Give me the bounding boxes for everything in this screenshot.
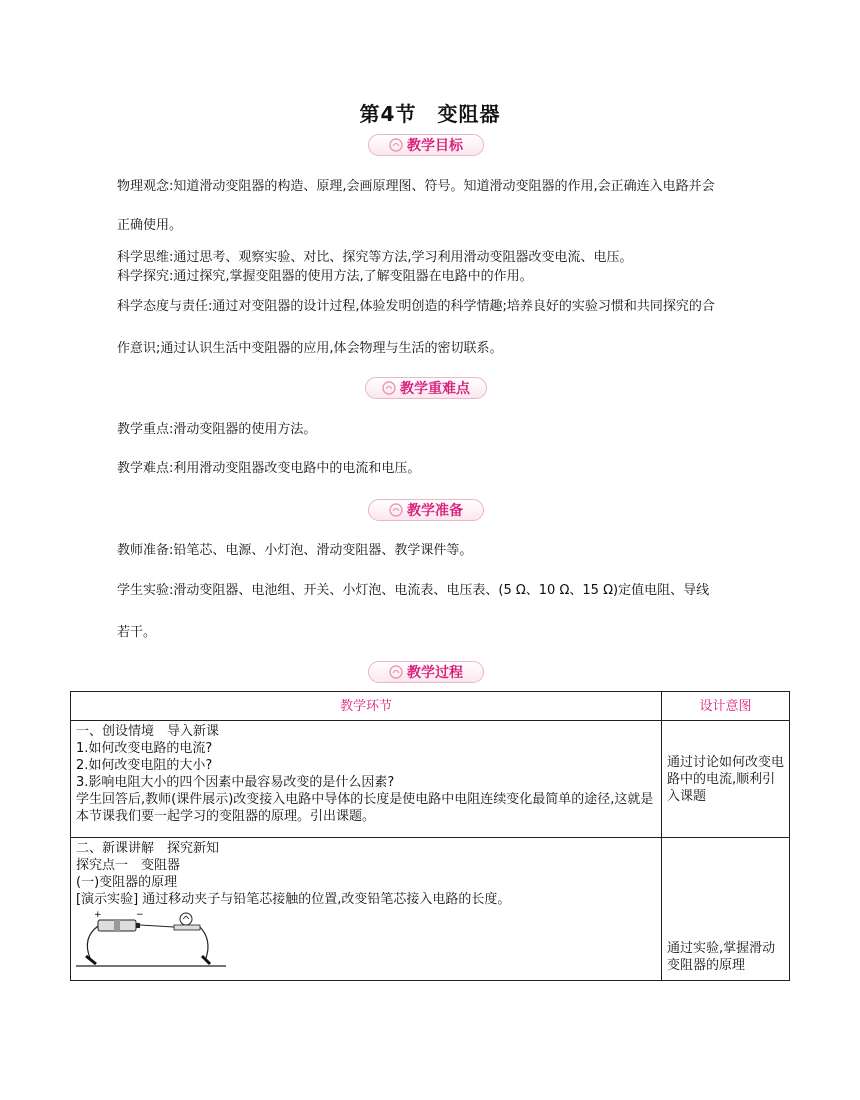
- clip-icon: [86, 956, 210, 964]
- question-item: 3.影响电阻大小的四个因素中最容易改变的是什么因素?: [76, 775, 395, 790]
- intent-cell: 通过讨论如何改变电路中的电流,顺利引入课题: [662, 721, 790, 838]
- teacher-preparation: 教师准备:铅笔芯、电源、小灯泡、滑动变阻器、教学课件等。: [117, 543, 473, 558]
- difficult-point: 教学难点:利用滑动变阻器改变电路中的电流和电压。: [117, 461, 421, 476]
- subsection-title: (一)变阻器的原理: [76, 875, 178, 890]
- row-heading: 二、新课讲解 探究新知: [76, 841, 220, 856]
- row-heading: 一、创设情境 导入新课: [76, 724, 220, 739]
- step-cell: [71, 721, 662, 838]
- section-banner-goals: [368, 134, 484, 156]
- teacher-explanation: 学生回答后,教师(课件展示)改变接入电路中导体的长度是使电路中电阻连续变化最简单的途径,这就是本节课我们要一起学习的变阻器的原理。引出课题。: [76, 792, 654, 824]
- goal-thinking: 科学思维:通过思考、观察实验、对比、探究等方法,学习利用滑动变阻器改变电流、电压。: [117, 250, 633, 265]
- page-title: 第4节 变阻器: [359, 102, 501, 126]
- goal-physics-line1: 物理观念:知道滑动变阻器的构造、原理,会画原理图、符号。知道滑动变阻器的作用,会正确连入电路并会: [117, 179, 715, 194]
- question-item: 1.如何改变电路的电流?: [76, 741, 213, 756]
- table-row: [71, 721, 790, 838]
- demo-experiment: [演示实验] 通过移动夹子与铅笔芯接触的位置,改变铅笔芯接入电路的长度。: [76, 892, 511, 907]
- section-banner-process: [368, 661, 484, 683]
- section-banner-key-points: [365, 377, 487, 399]
- goal-attitude-line1: 科学态度与责任:通过对变阻器的设计过程,体验发明创造的科学情趣;培养良好的实验习惯和共同探究的合: [117, 299, 715, 314]
- section-title: 教学重难点: [400, 381, 470, 397]
- lamp-icon: [174, 913, 200, 930]
- student-experiment-line2: 若干。: [117, 625, 157, 640]
- goal-inquiry: 科学探究:通过探究,掌握变阻器的使用方法,了解变阻器在电路中的作用。: [117, 269, 533, 284]
- question-item: 2.如何改变电阻的大小?: [76, 758, 213, 773]
- positive-terminal-label: +: [94, 910, 102, 920]
- swirl-icon: [389, 665, 403, 679]
- swirl-icon: [382, 381, 396, 395]
- step-cell: [71, 838, 662, 981]
- swirl-icon: [389, 138, 403, 152]
- table-header-row: [71, 692, 790, 721]
- goal-attitude-line2: 作意识;通过认识生活中变阻器的应用,体会物理与生活的密切联系。: [117, 341, 503, 356]
- section-title: 教学过程: [407, 665, 463, 681]
- goal-physics-line2: 正确使用。: [117, 218, 183, 233]
- section-banner-preparation: [368, 499, 484, 521]
- section-title: 教学准备: [407, 503, 463, 519]
- key-point: 教学重点:滑动变阻器的使用方法。: [117, 422, 317, 437]
- battery-icon: [98, 920, 140, 931]
- table-row: [71, 838, 790, 981]
- teaching-process-table: [70, 691, 790, 981]
- swirl-icon: [389, 503, 403, 517]
- circuit-diagram: [76, 908, 236, 968]
- intent-cell: 通过实验,掌握滑动变阻器的原理: [662, 838, 790, 981]
- student-experiment-line1: 学生实验:滑动变阻器、电池组、开关、小灯泡、电流表、电压表、(5 Ω、10 Ω、15 Ω)定值电阻、导线: [117, 583, 710, 598]
- inquiry-point: 探究点一 变阻器: [76, 858, 181, 873]
- negative-terminal-label: −: [136, 910, 144, 920]
- section-title: 教学目标: [407, 138, 463, 154]
- header-teaching-step: 教学环节: [71, 692, 662, 721]
- header-design-intent: 设计意图: [662, 692, 790, 721]
